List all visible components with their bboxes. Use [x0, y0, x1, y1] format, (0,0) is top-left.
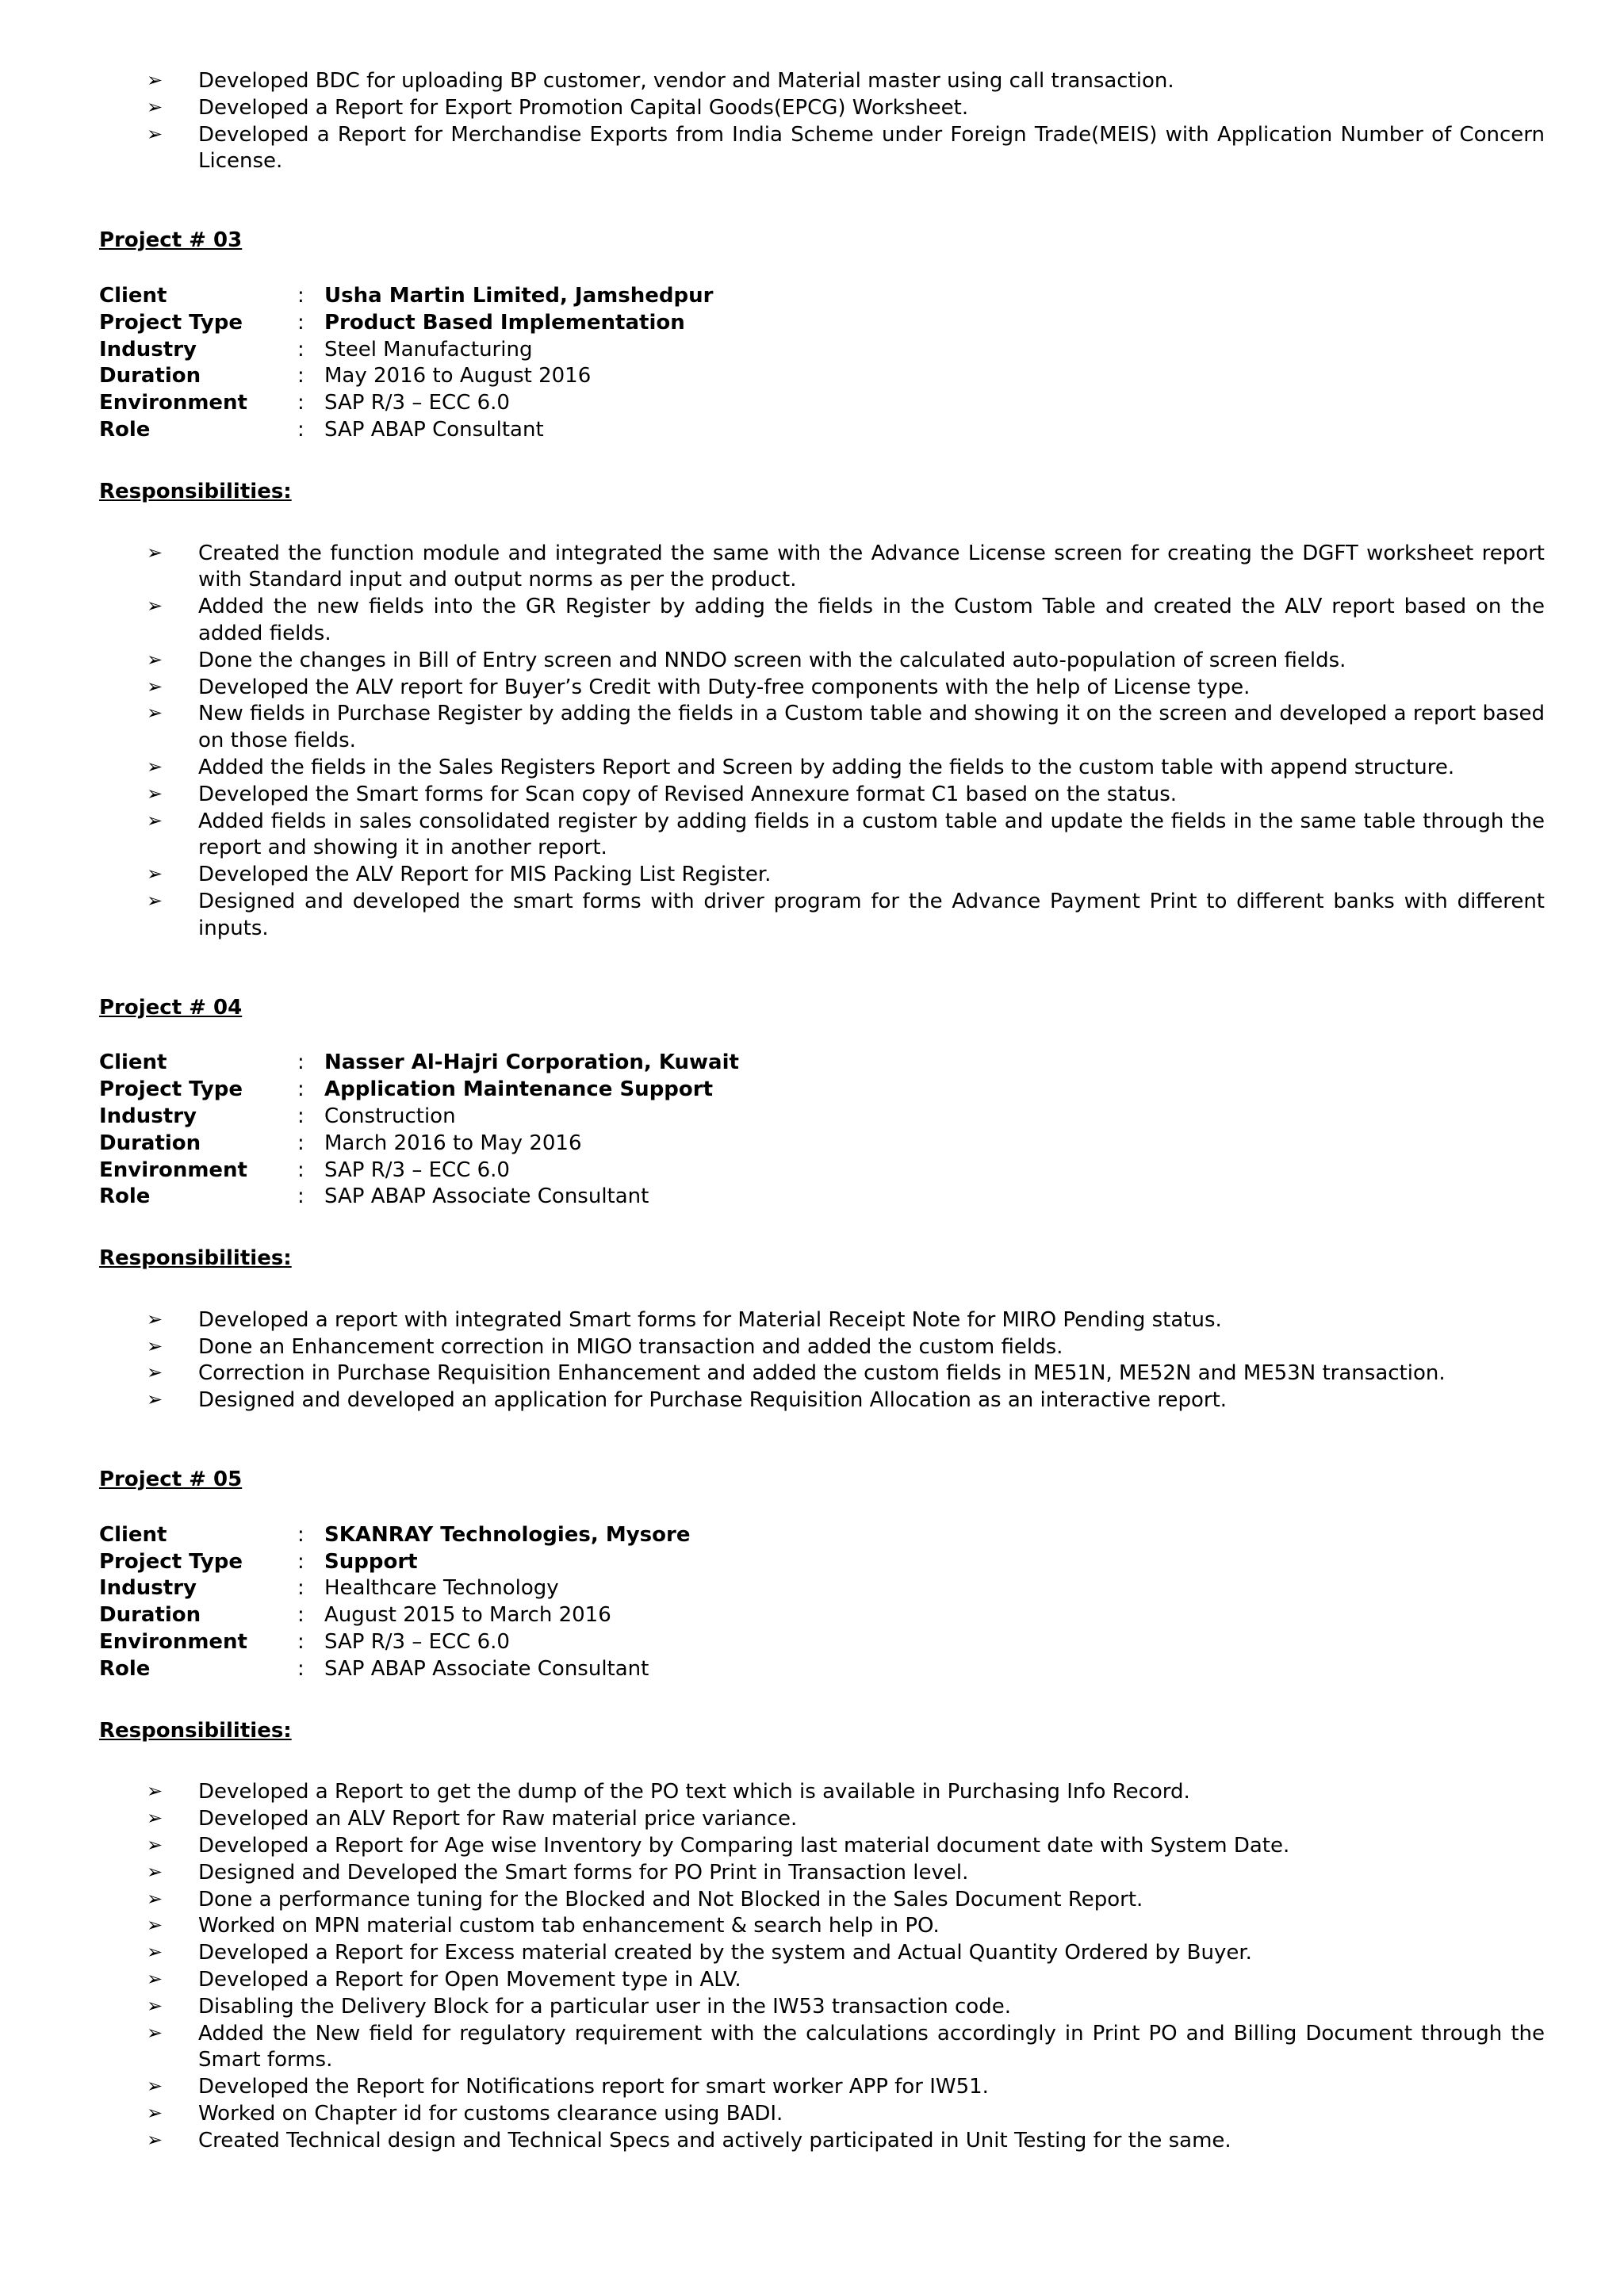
bullet-item: [99, 2021, 1545, 2075]
bullet-text: Developed a Report for Merchandise Exports from India Scheme under Foreign Trade(MEIS) with Application Number of Concern License.: [198, 122, 1545, 174]
bullet-arrow-icon: ➢: [147, 69, 163, 91]
field-value: Usha Martin Limited, Jamshedpur: [324, 283, 714, 308]
bullet-arrow-icon: ➢: [147, 2075, 163, 2098]
bullet-item: [99, 889, 1545, 943]
bullet-arrow-icon: ➢: [147, 809, 163, 832]
field-value: Product Based Implementation: [324, 310, 685, 335]
bullet-item: [99, 862, 1545, 889]
bullet-item: [99, 122, 1545, 176]
responsibilities-list: [99, 541, 1545, 943]
bullet-item: [99, 675, 1545, 702]
bullet-arrow-icon: ➢: [147, 1780, 163, 1803]
bullet-arrow-icon: ➢: [147, 1334, 163, 1357]
field-row-environment: [99, 1158, 1545, 1184]
bullet-arrow-icon: ➢: [147, 889, 163, 912]
bullet-arrow-icon: ➢: [147, 95, 163, 118]
field-colon: :: [297, 1603, 304, 1628]
bullet-text: Designed and developed an application for Purchase Requisition Allocation as an interactive report.: [198, 1388, 1228, 1413]
field-row-industry: [99, 1575, 1545, 1602]
field-row-industry: [99, 1104, 1545, 1131]
bullet-text: Created the function module and integrated the same with the Advance License screen for creating the DGFT worksheet report with Standard input and output norms as per the product.: [198, 541, 1545, 592]
field-label: Duration: [99, 364, 201, 388]
field-label: Role: [99, 417, 151, 442]
field-label: Client: [99, 283, 167, 308]
project-title: Project # 04: [99, 995, 243, 1020]
field-label: Project Type: [99, 1077, 243, 1102]
bullet-item: [99, 1887, 1545, 1914]
bullet-item: [99, 1940, 1545, 1967]
field-value: SAP R/3 – ECC 6.0: [324, 1630, 510, 1655]
bullet-arrow-icon: ➢: [147, 2128, 163, 2151]
bullet-arrow-icon: ➢: [147, 755, 163, 778]
bullet-arrow-icon: ➢: [147, 1307, 163, 1330]
field-row-role: [99, 417, 1545, 444]
bullet-item: [99, 1833, 1545, 1860]
bullet-item: [99, 755, 1545, 782]
field-colon: :: [297, 1131, 304, 1155]
bullet-text: Correction in Purchase Requisition Enhancement and added the custom fields in ME51N, ME52N and ME53N transaction.: [198, 1361, 1446, 1386]
bullet-text: Disabling the Delivery Block for a particular user in the IW53 transaction code.: [198, 1994, 1011, 2019]
field-row-environment: [99, 390, 1545, 417]
field-row-duration: [99, 363, 1545, 390]
field-colon: :: [297, 1158, 304, 1182]
field-colon: :: [297, 1184, 304, 1209]
field-colon: :: [297, 391, 304, 415]
bullet-text: Added the New field for regulatory requirement with the calculations accordingly in Print PO and Billing Document through the Smart forms.: [198, 2021, 1545, 2072]
bullet-text: Added the new fields into the GR Register by adding the fields in the Custom Table and created the ALV report based on the added fields.: [198, 595, 1545, 645]
field-label: Role: [99, 1656, 151, 1681]
field-value: Steel Manufacturing: [324, 337, 533, 362]
bullet-text: Developed a Report for Age wise Inventory by Comparing last material document date with System Date.: [198, 1834, 1290, 1858]
bullet-arrow-icon: ➢: [147, 122, 163, 145]
bullet-text: Developed BDC for uploading BP customer, vendor and Material master using call transaction.: [198, 69, 1174, 93]
bullet-item: [99, 95, 1545, 122]
field-colon: :: [297, 1050, 304, 1075]
responsibilities-heading: Responsibilities:: [99, 1246, 292, 1271]
bullet-item: [99, 1913, 1545, 1940]
field-colon: :: [297, 337, 304, 362]
bullet-item: [99, 1994, 1545, 2021]
field-colon: :: [297, 1576, 304, 1601]
field-colon: :: [297, 1522, 304, 1547]
field-row-client: [99, 283, 1545, 310]
bullet-text: Developed a Report for Excess material created by the system and Actual Quantity Ordered by Buyer.: [198, 1941, 1252, 1965]
bullet-item: [99, 1307, 1545, 1334]
project-title: Project # 03: [99, 228, 243, 253]
bullet-item: [99, 2101, 1545, 2128]
responsibilities-list: [99, 1307, 1545, 1414]
field-value: Construction: [324, 1104, 456, 1128]
project-fields: [99, 1522, 1545, 1683]
bullet-item: [99, 1779, 1545, 1806]
field-colon: :: [297, 1630, 304, 1655]
field-row-project-type: [99, 1549, 1545, 1576]
bullet-text: Worked on Chapter id for customs clearance using BADI.: [198, 2102, 783, 2126]
bullet-text: Created Technical design and Technical Specs and actively participated in Unit Testing for the same.: [198, 2128, 1231, 2152]
bullet-text: Developed the ALV report for Buyer’s Credit with Duty-free components with the help of License type.: [198, 675, 1251, 699]
field-colon: :: [297, 1656, 304, 1681]
bullet-text: Developed an ALV Report for Raw material price variance.: [198, 1807, 798, 1831]
field-value: SKANRAY Technologies, Mysore: [324, 1522, 691, 1547]
field-value: May 2016 to August 2016: [324, 364, 592, 388]
field-value: March 2016 to May 2016: [324, 1131, 582, 1155]
bullet-arrow-icon: ➢: [147, 1968, 163, 1991]
field-value: SAP R/3 – ECC 6.0: [324, 1158, 510, 1182]
field-colon: :: [297, 310, 304, 335]
bullet-arrow-icon: ➢: [147, 1994, 163, 2017]
bullet-item: [99, 2128, 1545, 2155]
bullet-item: [99, 1806, 1545, 1833]
field-value: SAP R/3 – ECC 6.0: [324, 391, 510, 415]
field-label: Project Type: [99, 310, 243, 335]
bullet-item: [99, 594, 1545, 648]
bullet-arrow-icon: ➢: [147, 782, 163, 805]
bullet-text: Added fields in sales consolidated register by adding fields in a custom table and update the fields in the same table through the report and showing it in another report.: [198, 809, 1545, 860]
bullet-arrow-icon: ➢: [147, 1834, 163, 1857]
field-row-project-type: [99, 1077, 1545, 1104]
field-colon: :: [297, 283, 304, 308]
bullet-arrow-icon: ➢: [147, 1860, 163, 1883]
field-label: Project Type: [99, 1549, 243, 1574]
field-colon: :: [297, 417, 304, 442]
intro-bullet-list: [99, 68, 1545, 175]
field-colon: :: [297, 1077, 304, 1102]
bullet-arrow-icon: ➢: [147, 1807, 163, 1830]
field-label: Client: [99, 1050, 167, 1075]
field-label: Industry: [99, 1104, 197, 1128]
bullet-text: Developed the ALV Report for MIS Packing List Register.: [198, 863, 772, 887]
field-value: August 2015 to March 2016: [324, 1603, 611, 1628]
bullet-item: [99, 1334, 1545, 1361]
bullet-item: [99, 1860, 1545, 1887]
bullet-item: [99, 2074, 1545, 2101]
project-title: Project # 05: [99, 1468, 243, 1492]
bullet-arrow-icon: ➢: [147, 1361, 163, 1384]
bullet-text: Developed a Report to get the dump of the PO text which is available in Purchasing Info Record.: [198, 1780, 1190, 1804]
bullet-text: Designed and developed the smart forms with driver program for the Advance Payment Print to different banks with different inputs.: [198, 889, 1545, 940]
field-value: Healthcare Technology: [324, 1576, 559, 1601]
field-colon: :: [297, 1549, 304, 1574]
bullet-arrow-icon: ➢: [147, 541, 163, 564]
field-label: Role: [99, 1184, 151, 1209]
field-row-duration: [99, 1131, 1545, 1158]
bullet-item: [99, 1360, 1545, 1387]
project-fields: [99, 283, 1545, 444]
responsibilities-list: [99, 1779, 1545, 2154]
bullet-item: [99, 68, 1545, 95]
bullet-arrow-icon: ➢: [147, 2021, 163, 2044]
project-fields: [99, 1050, 1545, 1211]
bullet-arrow-icon: ➢: [147, 2102, 163, 2125]
field-label: Environment: [99, 391, 247, 415]
field-colon: :: [297, 1104, 304, 1128]
field-row-industry: [99, 337, 1545, 364]
bullet-text: Done a performance tuning for the Blocked and Not Blocked in the Sales Document Report.: [198, 1887, 1143, 1911]
bullet-text: Developed a Report for Export Promotion Capital Goods(EPCG) Worksheet.: [198, 95, 969, 120]
bullet-arrow-icon: ➢: [147, 1388, 163, 1411]
field-label: Industry: [99, 1576, 197, 1601]
bullet-item: [99, 809, 1545, 863]
field-label: Duration: [99, 1603, 201, 1628]
field-row-environment: [99, 1629, 1545, 1656]
bullet-arrow-icon: ➢: [147, 675, 163, 698]
bullet-text: Developed a report with integrated Smart forms for Material Receipt Note for MIRO Pending status.: [198, 1307, 1222, 1332]
field-colon: :: [297, 364, 304, 388]
bullet-arrow-icon: ➢: [147, 1941, 163, 1964]
bullet-text: Developed a Report for Open Movement type in ALV.: [198, 1968, 741, 1992]
bullet-arrow-icon: ➢: [147, 648, 163, 671]
bullet-item: [99, 541, 1545, 595]
field-value: SAP ABAP Associate Consultant: [324, 1656, 649, 1681]
responsibilities-heading: Responsibilities:: [99, 1718, 292, 1743]
field-row-project-type: [99, 310, 1545, 337]
bullet-arrow-icon: ➢: [147, 1887, 163, 1910]
field-value: Application Maintenance Support: [324, 1077, 714, 1102]
bullet-item: [99, 701, 1545, 755]
responsibilities-heading: Responsibilities:: [99, 479, 292, 503]
field-row-role: [99, 1184, 1545, 1211]
bullet-item: [99, 648, 1545, 675]
field-value: Support: [324, 1549, 418, 1574]
bullet-arrow-icon: ➢: [147, 595, 163, 618]
bullet-text: Done an Enhancement correction in MIGO transaction and added the custom fields.: [198, 1334, 1063, 1359]
bullet-item: [99, 1967, 1545, 1994]
bullet-item: [99, 782, 1545, 809]
bullet-text: Worked on MPN material custom tab enhancement & search help in PO.: [198, 1914, 940, 1938]
field-label: Industry: [99, 337, 197, 362]
bullet-arrow-icon: ➢: [147, 863, 163, 886]
bullet-item: [99, 1387, 1545, 1414]
bullet-text: Developed the Smart forms for Scan copy of Revised Annexure format C1 based on the status.: [198, 782, 1178, 806]
field-label: Environment: [99, 1158, 247, 1182]
field-row-duration: [99, 1602, 1545, 1629]
field-row-client: [99, 1522, 1545, 1549]
bullet-text: Added the fields in the Sales Registers Report and Screen by adding the fields to the custom table with append structure.: [198, 755, 1455, 779]
field-label: Duration: [99, 1131, 201, 1155]
bullet-arrow-icon: ➢: [147, 1914, 163, 1937]
field-label: Client: [99, 1522, 167, 1547]
field-value: SAP ABAP Associate Consultant: [324, 1184, 649, 1209]
bullet-text: Done the changes in Bill of Entry screen and NNDO screen with the calculated auto-population of screen fields.: [198, 648, 1346, 672]
field-row-client: [99, 1050, 1545, 1077]
bullet-text: Developed the Report for Notifications report for smart worker APP for IW51.: [198, 2075, 989, 2099]
field-value: Nasser Al-Hajri Corporation, Kuwait: [324, 1050, 739, 1075]
bullet-text: Designed and Developed the Smart forms for PO Print in Transaction level.: [198, 1860, 969, 1885]
field-label: Environment: [99, 1630, 247, 1655]
bullet-arrow-icon: ➢: [147, 702, 163, 725]
field-value: SAP ABAP Consultant: [324, 417, 544, 442]
field-row-role: [99, 1656, 1545, 1683]
bullet-text: New fields in Purchase Register by adding the fields in a Custom table and showing it on the screen and developed a report based on those fields.: [198, 702, 1545, 753]
